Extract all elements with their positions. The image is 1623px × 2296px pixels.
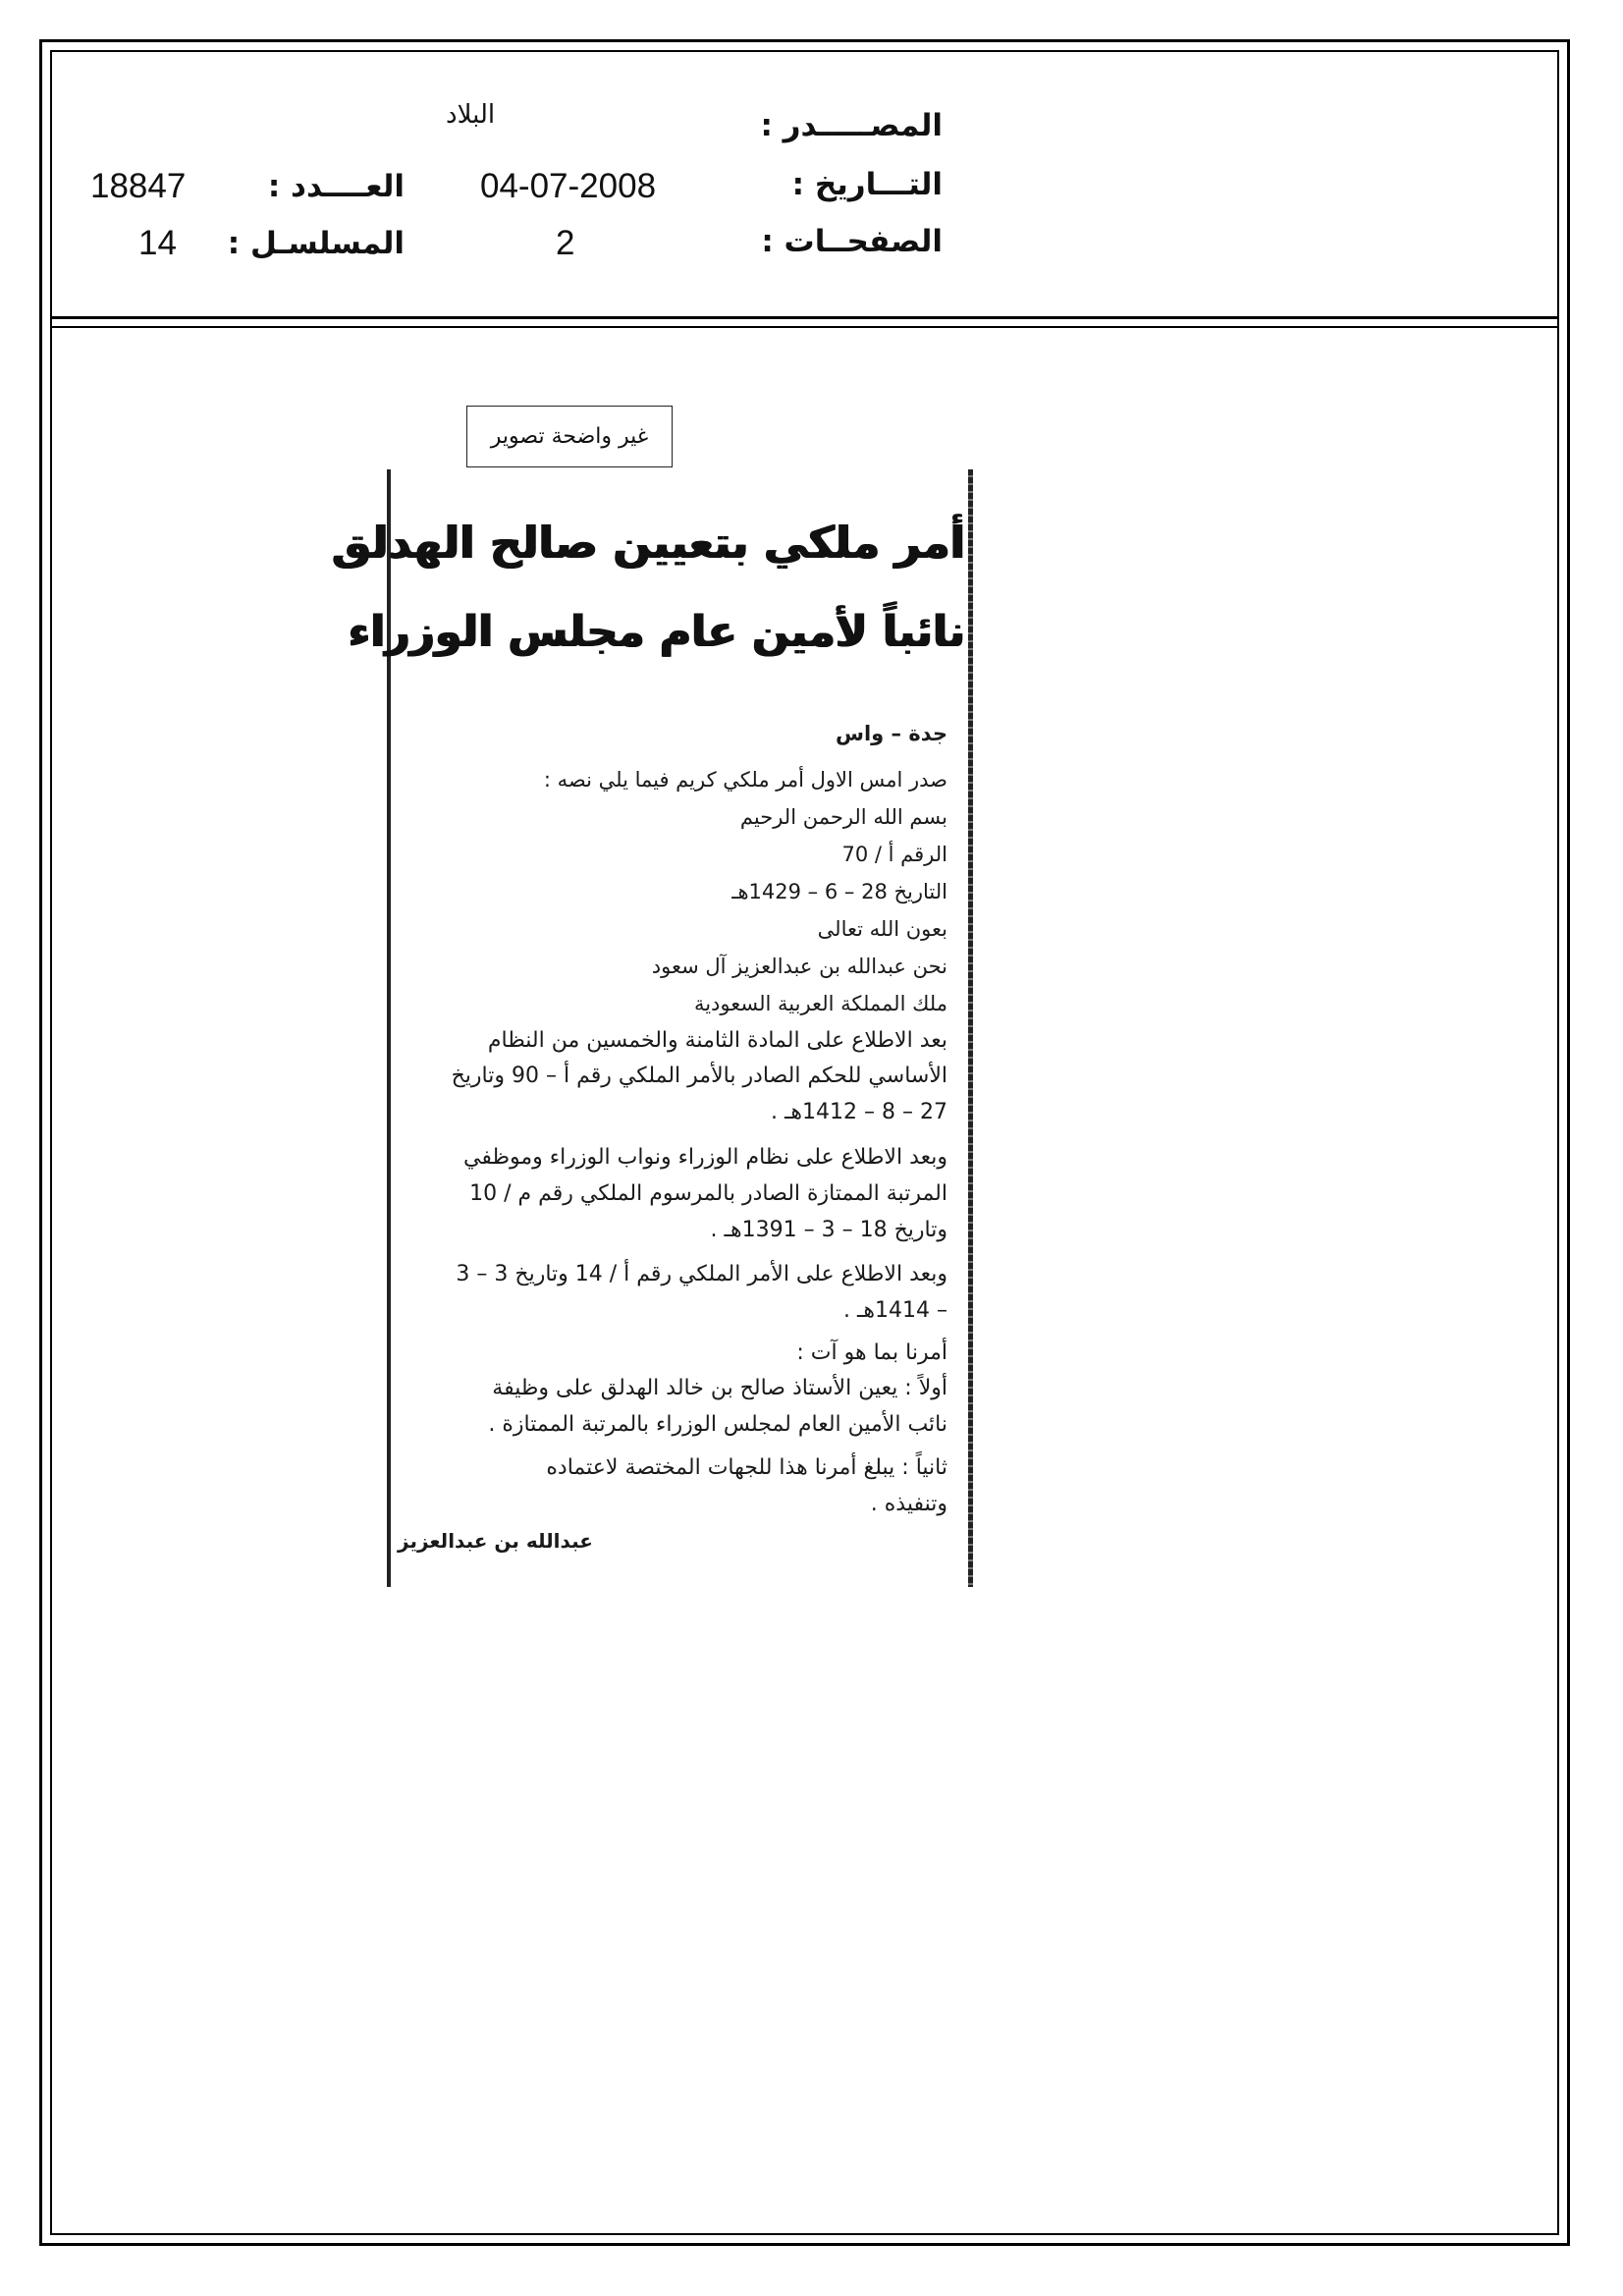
article-line: وتنفيذه . [870,1492,947,1516]
issue-value: 18847 [90,167,187,205]
article-line: نحن عبدالله بن عبدالعزيز آل سعود [651,955,947,978]
article-line: وتاريخ 18 – 3 – 1391هـ . [710,1218,947,1242]
article-line: ملك المملكة العربية السعودية [693,992,947,1015]
unclear-copy-stamp: غير واضحة تصوير [466,406,673,467]
date-label: التـــاريخ : [791,167,943,202]
date-value: 04-07-2008 [480,167,657,205]
issue-label: العــــدد : [267,169,405,204]
header-divider-inner [50,326,1559,328]
article-body [398,722,947,1586]
article-line: – 1414هـ . [842,1298,947,1323]
article-line: أمرنا بما هو آت : [796,1340,947,1365]
pages-label: الصفحــات : [761,224,943,259]
source-label: المصـــــدر : [760,108,943,143]
article-line: نائب الأمين العام لمجلس الوزراء بالمرتبة الممتازة . [488,1412,947,1437]
pages-value: 2 [556,224,575,262]
article-line: وبعد الاطلاع على نظام الوزراء ونواب الوزراء وموظفي [463,1145,947,1170]
article-line: ثانياً : يبلغ أمرنا هذا للجهات المختصة لاعتماده [546,1455,947,1480]
article-line: بعون الله تعالى [817,917,947,941]
article-line: المرتبة الممتازة الصادر بالمرسوم الملكي رقم م / 10 [469,1181,947,1206]
source-value: البلاد [446,100,496,130]
article-headline-line2: نائباً لأمين عام مجلس الوزراء [348,607,965,657]
serial-value: 14 [138,224,177,262]
article-line: بسم الله الرحمن الرحيم [739,805,947,829]
article-line: صدر امس الاول أمر ملكي كريم فيما يلي نصه : [543,768,947,792]
article-line: وبعد الاطلاع على الأمر الملكي رقم أ / 14 وتاريخ 3 – 3 [456,1262,947,1286]
article-line: بعد الاطلاع على المادة الثامنة والخمسين من النظام [487,1028,947,1053]
clipping-border-right [968,469,973,1587]
article-line: التاريخ 28 – 6 – 1429هـ [731,880,947,903]
serial-label: المسلسـل : [227,226,405,261]
article-line: أولاً : يعين الأستاذ صالح بن خالد الهدلق على وظيفة [492,1376,947,1400]
article-signature: عبدالله بن عبدالعزيز [398,1529,593,1553]
article-line: الرقم أ / 70 [841,843,947,866]
article-line: الأساسي للحكم الصادر بالأمر الملكي رقم أ – 90 وتاريخ [451,1064,947,1088]
article-signature-wrap [398,1529,947,1568]
article-headline-line1: أمر ملكي بتعيين صالح الهدلق [332,517,965,569]
article-line: 27 – 8 – 1412هـ . [770,1100,947,1124]
header-divider [50,316,1559,319]
article-dateline: جدة – واس [835,722,947,745]
